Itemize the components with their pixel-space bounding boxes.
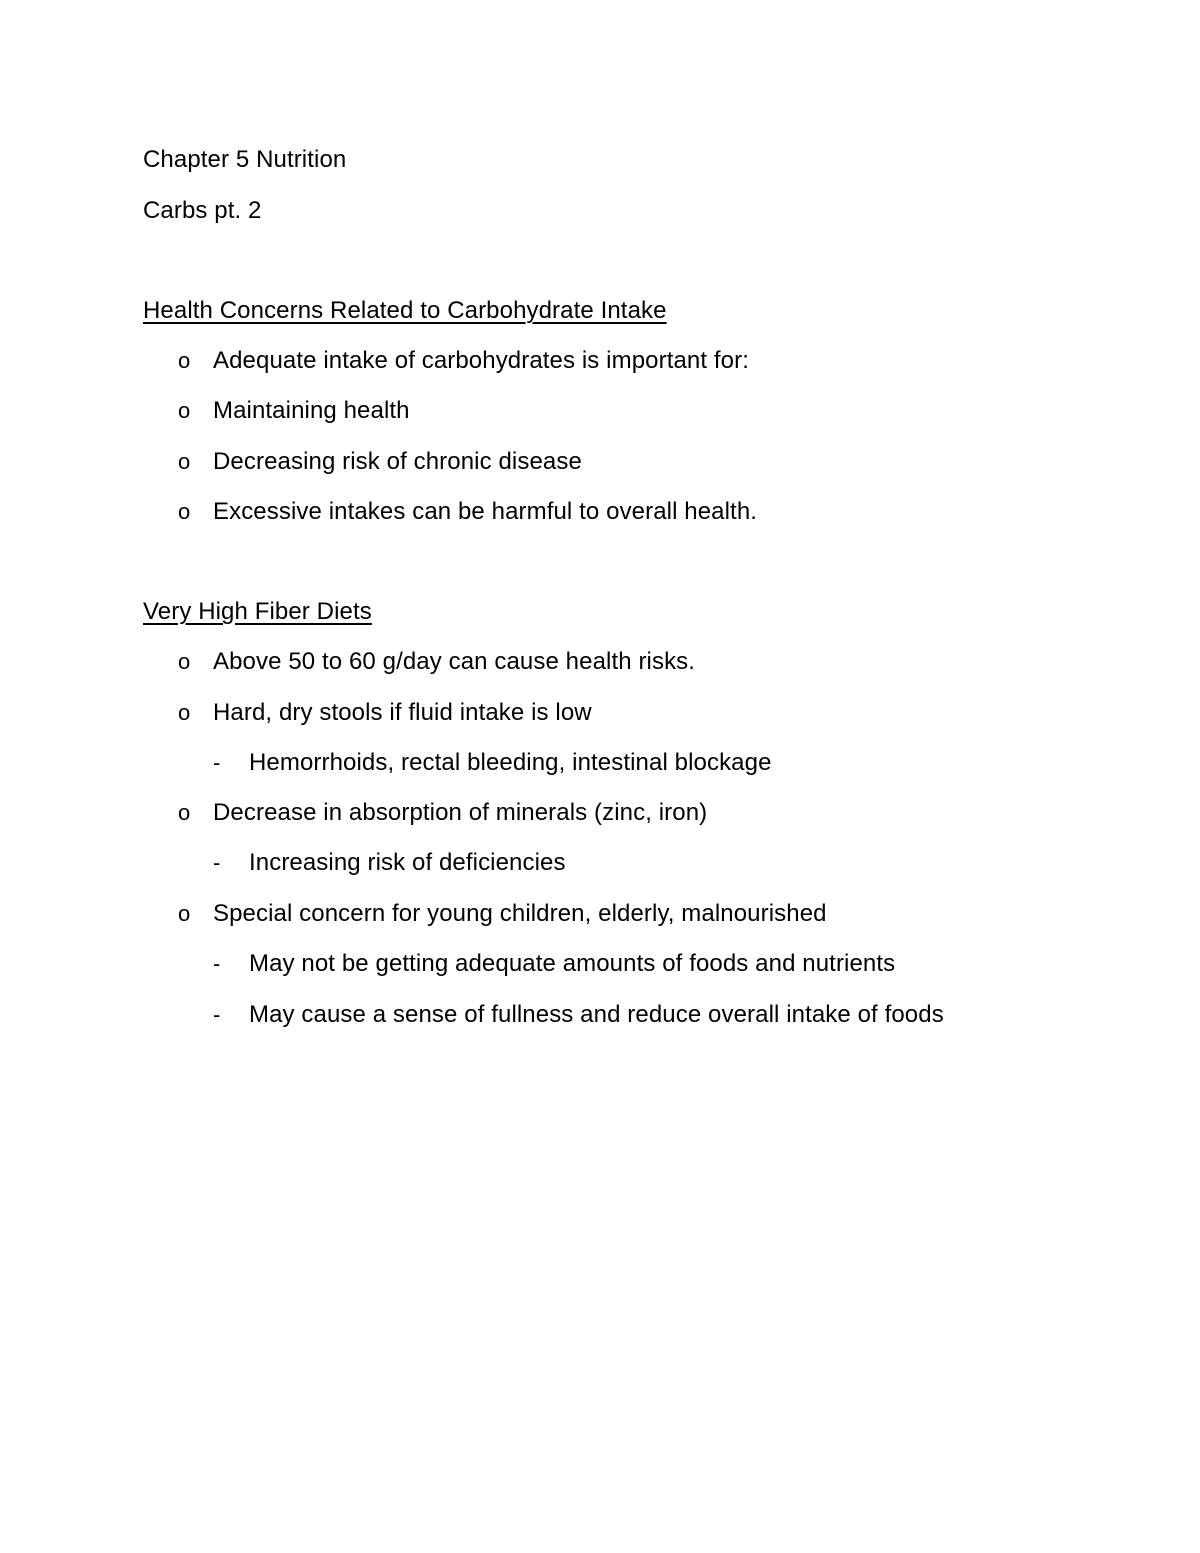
bullet-icon: o — [178, 348, 191, 373]
bullet-icon: o — [178, 901, 191, 926]
section-heading-fiber-diets: Very High Fiber Diets — [143, 598, 372, 625]
sub-list-item-text: Increasing risk of deficiencies — [249, 849, 566, 876]
sub-list-item-text: May not be getting adequate amounts of foods and nutrients — [249, 950, 896, 977]
bullet-icon: o — [178, 700, 191, 725]
list-item-text: Decrease in absorption of minerals (zinc, iron) — [213, 799, 708, 826]
list-item-text: Hard, dry stools if fluid intake is low — [213, 699, 592, 726]
dash-icon: - — [213, 1002, 221, 1027]
list-item-text: Adequate intake of carbohydrates is important for: — [213, 347, 749, 374]
list-item-text: Above 50 to 60 g/day can cause health risks. — [213, 648, 696, 675]
section-heading-health-concerns: Health Concerns Related to Carbohydrate Intake — [143, 297, 667, 324]
list-item-text: Maintaining health — [213, 397, 410, 424]
dash-icon: - — [213, 850, 221, 875]
dash-icon: - — [213, 951, 221, 976]
bullet-icon: o — [178, 800, 191, 825]
bullet-icon: o — [178, 398, 191, 423]
sub-list-item-text: May cause a sense of fullness and reduce overall intake of foods — [249, 1001, 944, 1028]
list-item-text: Excessive intakes can be harmful to overall health. — [213, 498, 758, 525]
dash-icon: - — [213, 750, 221, 775]
document-subtitle: Carbs pt. 2 — [143, 197, 262, 224]
list-item-text: Decreasing risk of chronic disease — [213, 448, 582, 475]
document-title: Chapter 5 Nutrition — [143, 146, 347, 173]
list-item-text: Special concern for young children, elderly, malnourished — [213, 900, 827, 927]
bullet-icon: o — [178, 449, 191, 474]
bullet-icon: o — [178, 649, 191, 674]
sub-list-item-text: Hemorrhoids, rectal bleeding, intestinal blockage — [249, 749, 772, 776]
bullet-icon: o — [178, 499, 191, 524]
